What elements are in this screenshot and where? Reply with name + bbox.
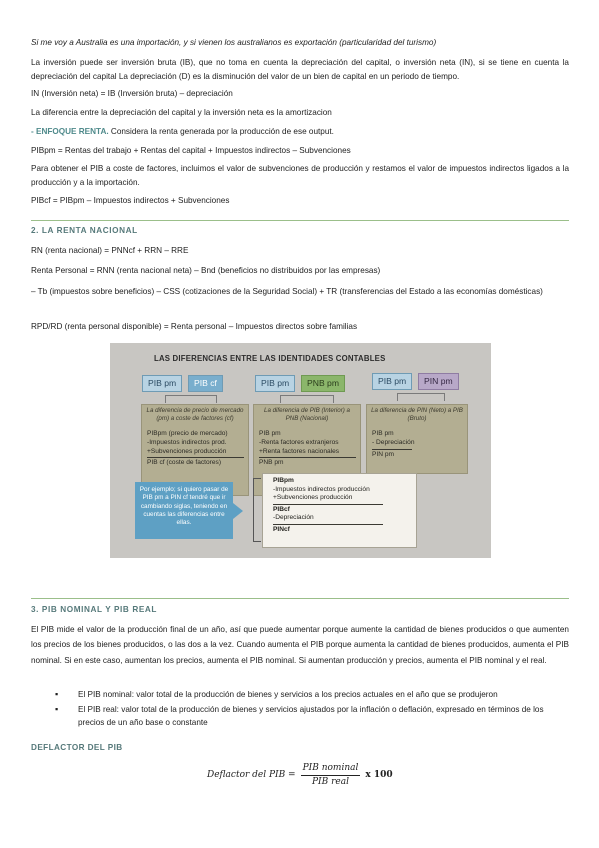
panel-line: PIB pm [372, 430, 394, 437]
renta-personal-formula: Renta Personal = RNN (renta nacional neta) – Bnd (beneficios no distribuidos por las empresas) [31, 266, 381, 275]
panel-line: +Renta factores nacionales [259, 447, 340, 455]
amortizacion-text: La diferencia entre la depreciación del capital y la inversión neta es la amortizacion [31, 108, 332, 117]
example-note: Por ejemplo; si quiero pasar de PIB pm a PIN cf tendré que ir cambiando siglas, teniendo en cuentas las diferencias entre ellas. [135, 482, 233, 539]
figure-title: LAS DIFERENCIAS ENTRE LAS IDENTIDADES CONTABLES [154, 354, 386, 363]
panel-pin-pib-caption: La diferencia de PIN (Neto) a PIB (Bruto) [371, 407, 463, 422]
panel-pin-pib-body [372, 430, 463, 459]
list-item: ▪ El PIB real: valor total de la producción de bienes y servicios ajustados por la inflación o deflación, expresado en términos de los precios de un año base o constante [64, 703, 569, 730]
inversion-paragraph: La inversión puede ser inversión bruta (IB), que no toma en cuenta la depreciación del capital, o inversión neta (IN), si se tiene en cuenta la depreciación del capital La depreciación (D) es la disminución del valor de un bien de capital en un periodo de tiempo. [31, 58, 569, 81]
rpd-formula: RPD/RD (renta personal disponible) = Renta personal – Impuestos directos sobre familias [31, 322, 358, 331]
panel-line: +Subvenciones producción [147, 447, 227, 455]
panel-separator [147, 457, 244, 458]
panel-pib-pnb-body [259, 430, 356, 468]
pib-nominal-real-paragraph: El PIB mide el valor de la producción final de un año, así que puede aumentar porque aumente la cantidad de bienes producidos o que aumenten los precios de los bienes producidos, o las dos a la vez. Cuando aumenta el PIB porque aumenta la cantidad de bienes producidos, aumenta el PIB nominal. Si en este caso, aumentan los precios, aumenta el PIB nominal. Si aumentan producción y precios, aumenta el PIB nominal y el real. [31, 625, 569, 665]
deflactor-title: DEFLACTOR DEL PIB [31, 743, 123, 752]
identidades-contables-figure [110, 343, 491, 558]
list-item: ▪ El PIB nominal: valor total de la producción de bienes y servicios a los precios actuales en el año que se produjeron [64, 688, 569, 702]
enfoque-text: Considera la renta generada por la producción de ese output. [108, 127, 334, 136]
in-formula: IN (Inversión neta) = IB (Inversión bruta) – depreciación [31, 89, 233, 98]
rn-formula: RN (renta nacional) = PNNcf + RRN – RRE [31, 246, 189, 255]
deflactor-formula [207, 763, 393, 788]
formula-denominator: PIB real [312, 777, 349, 787]
panel-line: PIN pm [372, 450, 394, 458]
section-2-title: 2. LA RENTA NACIONAL [31, 226, 138, 235]
example-line: -Depreciación [273, 514, 314, 522]
tag-pib-pm-3: PIB pm [372, 373, 412, 390]
panel-line: - Depreciación [372, 438, 415, 446]
panel-line: PIBpm (precio de mercado) [147, 430, 228, 437]
formula-fraction [301, 763, 361, 788]
example-line: -Impuestos indirectos producción [273, 485, 370, 493]
tag-pib-pm-2: PIB pm [255, 375, 295, 392]
pibpm-formula: PIBpm = Rentas del trabajo + Rentas del capital + Impuestos indirectos – Subvenciones [31, 146, 351, 155]
panel-pin-pib [366, 404, 468, 474]
pib-definitions-list [64, 688, 569, 731]
formula-numerator: PIB nominal [301, 763, 361, 776]
panel-line: PIB pm [259, 430, 281, 437]
formula-lhs: Deflactor del PIB = [207, 769, 296, 780]
panel-line: -Renta factores extranjeros [259, 438, 339, 446]
panel-line: PIB cf (coste de factores) [147, 459, 222, 467]
panel-separator [259, 457, 356, 458]
section-divider-2 [31, 220, 569, 221]
panel-pm-cf-caption: La diferencia de precio de mercado (pm) a coste de factores (cf) [146, 407, 244, 422]
section-3-title: 3. PIB NOMINAL Y PIB REAL [31, 605, 158, 614]
brace-1 [165, 395, 217, 403]
pibcf-formula: PIBcf = PIBpm – Impuestos indirectos + Subvenciones [31, 196, 230, 205]
brace-3 [397, 393, 445, 401]
example-separator [273, 504, 383, 505]
panel-pib-pnb-caption: La diferencia de PIB (Interior) a PNB (Nacional) [264, 407, 350, 422]
section-divider-3 [31, 598, 569, 599]
tag-pib-cf: PIB cf [188, 375, 223, 392]
coste-factores-paragraph: Para obtener el PIB a coste de factores, incluimos el valor de subvenciones de producción y restamos el valor de impuestos indirectos ligados a la producción y a la importación. [31, 164, 569, 187]
australia-note: Si me voy a Australia es una importación, y si vienen los australianos es exportación (particularidad del turismo) [31, 38, 437, 47]
example-bracket-bottom [253, 541, 261, 542]
example-separator [273, 524, 383, 525]
panel-line: -Impuestos indirectos prod. [147, 438, 227, 446]
panel-pm-cf-body [147, 430, 244, 468]
tb-formula: – Tb (impuestos sobre beneficios) – CSS (cotizaciones de la Seguridad Social) + TR (transferencias del Estado a las economías domésticas) [31, 287, 543, 296]
example-bracket-top [253, 478, 261, 479]
tag-pin-pm: PIN pm [418, 373, 459, 390]
example-line: PIBcf [273, 505, 290, 513]
example-line: PINcf [273, 525, 290, 533]
brace-2 [280, 395, 334, 403]
example-line: PIBpm [273, 477, 294, 484]
example-line: +Subvenciones producción [273, 494, 353, 502]
example-bracket [253, 478, 254, 541]
panel-separator [372, 449, 412, 450]
enfoque-label: - ENFOQUE RENTA. [31, 127, 109, 136]
tag-pib-pm-1: PIB pm [142, 375, 182, 392]
example-box [262, 473, 417, 548]
enfoque-renta [31, 125, 569, 139]
panel-line: PNB pm [259, 459, 284, 467]
tag-pnb-pm: PNB pm [301, 375, 345, 392]
formula-multiplier: x 100 [365, 769, 393, 780]
